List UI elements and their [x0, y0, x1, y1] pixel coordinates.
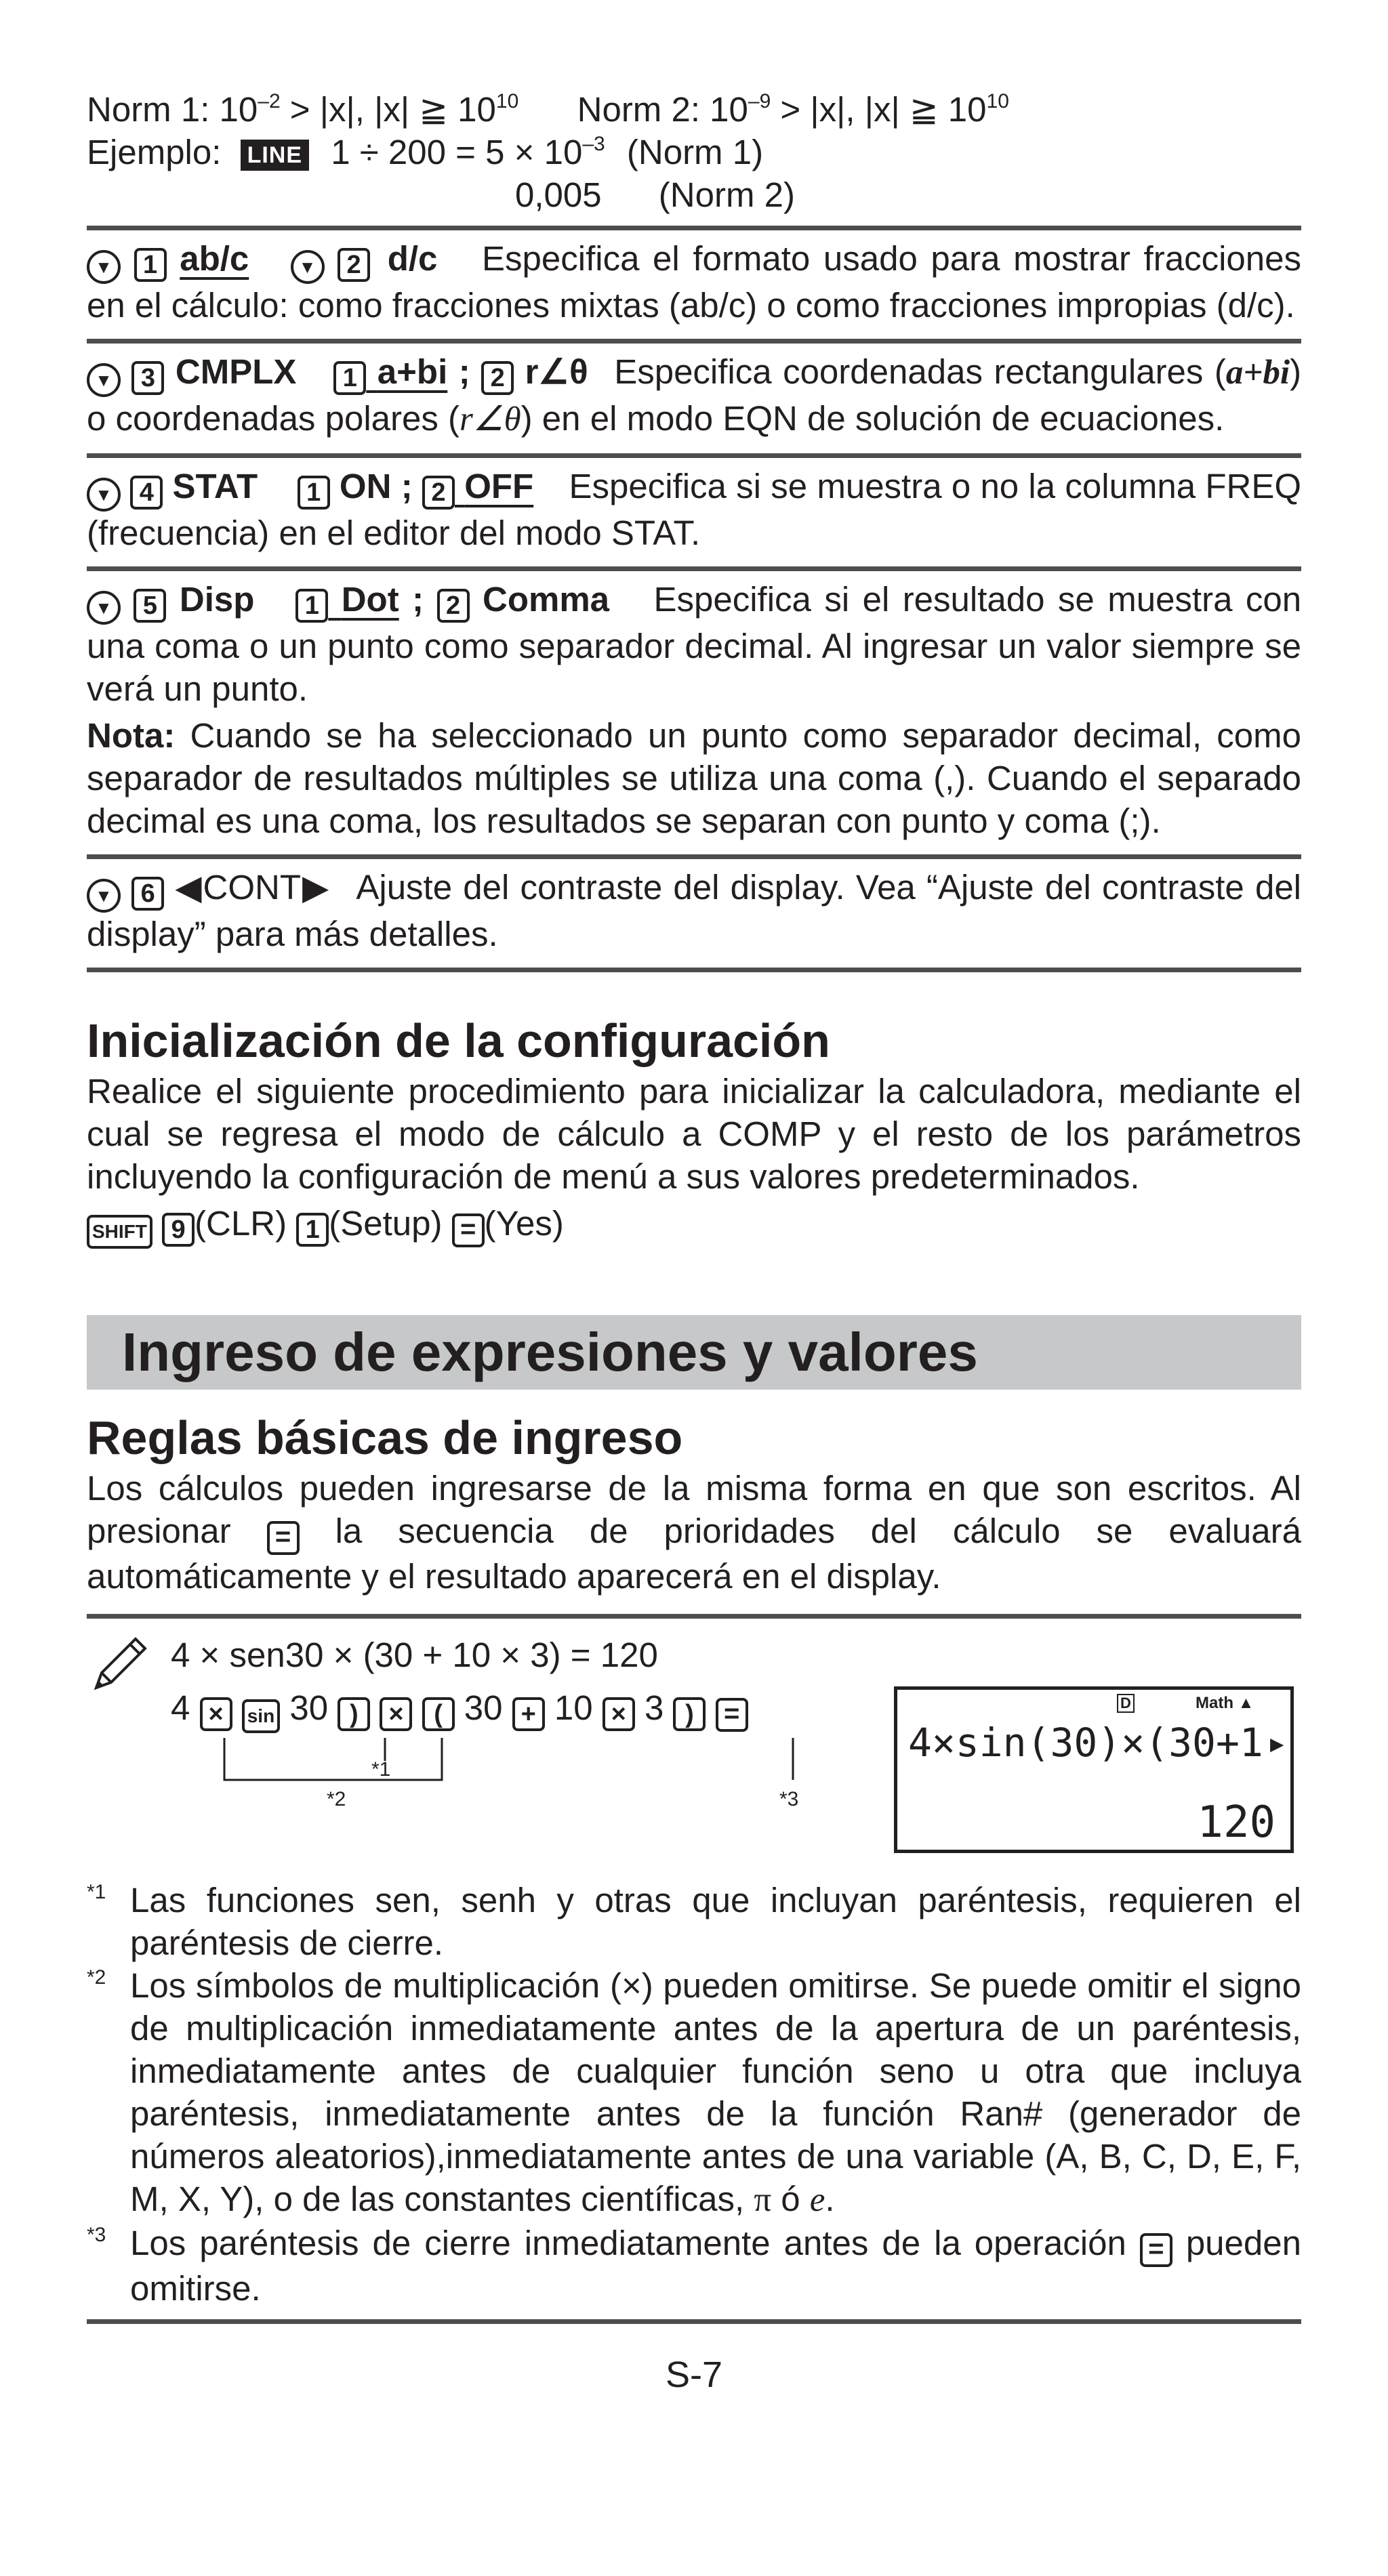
down-arrow-key-icon: ▼	[87, 250, 121, 284]
option-dc: d/c	[387, 239, 438, 278]
digits-30: 30	[464, 1688, 503, 1727]
disp-note	[87, 714, 1301, 842]
math-indicator: Math ▲	[1196, 1694, 1254, 1712]
norm1-exp: –2	[258, 90, 281, 112]
section-banner: Ingreso de expresiones y valores	[87, 1315, 1301, 1390]
key-5: 5	[134, 589, 166, 623]
down-arrow-key-icon: ▼	[87, 879, 121, 913]
digits-30: 30	[289, 1688, 329, 1727]
option-abc: ab/c	[180, 239, 249, 278]
example-line	[87, 131, 1301, 173]
rules-text-b: la secuencia de prioridades del cálculo se evaluará automáticamente y el resultado aparecerá en el display.	[87, 1512, 1302, 1596]
example-norm1: (Norm 1)	[626, 133, 764, 171]
down-arrow-key-icon: ▼	[87, 478, 121, 512]
option-polar: r∠θ	[525, 352, 588, 391]
pi-symbol: π	[754, 2181, 772, 2219]
rules-text	[87, 1467, 1301, 1598]
separator: ;	[401, 467, 413, 505]
display-expression: 4×sin(30)×(30+1	[908, 1720, 1263, 1766]
init-section	[87, 1012, 1301, 1249]
norm1-exp2: 10	[495, 90, 519, 112]
page-number: S-7	[665, 2354, 723, 2395]
norm2-exp2: 10	[986, 90, 1009, 112]
more-right-indicator: ▶	[1270, 1730, 1284, 1758]
divider	[87, 226, 1301, 230]
setting-description: ) o coordenadas polares (	[87, 352, 1302, 438]
footnote-mark: *1	[87, 1881, 106, 1903]
example-norm2: (Norm 2)	[658, 175, 795, 214]
disp-line	[87, 578, 1301, 710]
init-heading: Inicialización de la configuración	[87, 1014, 830, 1067]
page-content	[87, 88, 1301, 2396]
option-comma: Comma	[482, 580, 610, 619]
footnote-text: Los símbolos de multiplicación (×) pueden omitirse. Se puede omitir el signo de multiplicación inmediatamente antes de la apertura de un paréntesis, inmediatamente antes de cualquier función seno u otra que incluya paréntesis, inmediatamente antes de la función Ran# (generador de números aleatorios),inmediatamente antes de una variable (A, B, C, D, E, F, M, X, Y), o de las constantes científicas,	[130, 1966, 1301, 2218]
key-1: 1	[295, 589, 328, 623]
note-label: Nota:	[87, 716, 176, 755]
footnote-text: Las funciones sen, senh y otras que incluyan paréntesis, requieren el paréntesis de cierre.	[130, 1881, 1301, 1962]
rules-section	[87, 1409, 1301, 1598]
setting-description: Especifica si se muestra o no la columna FREQ (frecuencia) en el editor del modo STAT.	[87, 467, 1302, 552]
e-symbol: e	[809, 2181, 825, 2219]
option-rectangular: a+bi	[377, 352, 448, 391]
footnotes	[87, 1879, 1301, 2310]
key-2: 2	[338, 248, 370, 282]
footnote-text: ó	[771, 2180, 810, 2218]
setting-description: Ajuste del contraste del display. Vea “Ajuste del contraste del display” para más detalles.	[87, 868, 1302, 953]
right-paren-key: )	[338, 1697, 370, 1731]
note-text: Cuando se ha seleccionado un punto como separador decimal, como separador de resultados múltiples se utiliza una coma (,). Cuando el separado decimal es una coma, los resultados se separan con punto y coma (;).	[87, 716, 1301, 840]
yes-label: (Yes)	[484, 1204, 564, 1243]
stat-label: STAT	[172, 467, 258, 505]
footnote-text: .	[825, 2180, 835, 2218]
key-2: 2	[437, 589, 470, 623]
key-4: 4	[130, 476, 163, 510]
option-off: OFF	[464, 467, 534, 505]
option-dot: Dot	[341, 580, 399, 619]
down-arrow-key-icon: ▼	[87, 591, 121, 625]
norm1-cond: > |x|, |x| ≧ 10	[280, 90, 496, 129]
footnote-text: pueden omitirse.	[130, 2224, 1301, 2308]
norm2-label: Norm 2: 10	[577, 90, 748, 129]
shift-key: SHIFT	[87, 1215, 152, 1249]
example-formula: 4 × sen30 × (30 + 10 × 3) = 120	[171, 1636, 658, 1674]
key-2: 2	[422, 476, 455, 510]
clr-label: (CLR)	[195, 1204, 287, 1243]
line-mode-badge: LINE	[241, 140, 309, 171]
contrast-label: ◀CONT▶	[175, 868, 331, 907]
footnote	[87, 1879, 1301, 1964]
disp-label: Disp	[179, 580, 255, 619]
separator: ;	[458, 352, 470, 391]
key-2: 2	[481, 361, 514, 395]
divider	[87, 854, 1301, 859]
equals-key: =	[452, 1213, 485, 1247]
annotation-brackets	[87, 1619, 893, 1876]
footnote	[87, 1964, 1301, 2222]
key-1: 1	[298, 476, 330, 510]
down-arrow-key-icon: ▼	[291, 250, 325, 284]
plus-key: +	[512, 1697, 545, 1731]
setting-contrast	[87, 859, 1301, 968]
norm2-exp: –9	[748, 90, 771, 112]
setting-description: Especifica el formato usado para mostrar fracciones en el cálculo: como fracciones mixtas (ab/c) o como fracciones impropias (d/c).	[87, 239, 1301, 325]
multiply-key: ×	[380, 1697, 412, 1731]
multiply-key: ×	[603, 1697, 635, 1731]
divider	[87, 566, 1301, 571]
setting-description: ) en el modo EQN de solución de ecuaciones.	[520, 399, 1225, 438]
divider	[87, 453, 1301, 458]
init-key-sequence	[87, 1202, 1301, 1249]
option-on: ON	[339, 467, 392, 505]
setting-stat	[87, 458, 1301, 566]
divider	[87, 1614, 1301, 1619]
key-1: 1	[333, 361, 366, 395]
equals-key: =	[1140, 2233, 1172, 2267]
key-3: 3	[131, 361, 164, 395]
key-9: 9	[162, 1213, 195, 1247]
norm1-label: Norm 1: 10	[87, 90, 258, 129]
norm-section	[87, 88, 1301, 226]
footnote-mark: *2	[87, 1966, 106, 1989]
key-1: 1	[296, 1213, 329, 1247]
example-result: 0,005	[515, 175, 602, 214]
example-exp: –3	[582, 133, 605, 155]
init-text: Realice el siguiente procedimiento para inicializar la calculadora, mediante el cual se regresa el modo de cálculo a COMP y el resto de los parámetros incluyendo la configuración de menú a sus valores predeterminados.	[87, 1072, 1301, 1196]
divider	[87, 2319, 1301, 2324]
example-expression: 1 ÷ 200 = 5 × 10	[331, 133, 583, 171]
rules-heading: Reglas básicas de ingreso	[87, 1411, 683, 1464]
marker-3: *3	[779, 1788, 799, 1810]
example-result-line	[87, 173, 1301, 216]
separator: ;	[412, 580, 424, 619]
digit-4: 4	[171, 1688, 190, 1727]
down-arrow-key-icon: ▼	[87, 363, 121, 397]
sin-key: sin	[242, 1699, 280, 1733]
marker-1: *1	[371, 1758, 391, 1781]
polar-notation: r∠θ	[460, 400, 521, 438]
footnote-text: Los paréntesis de cierre inmediatamente antes de la operación	[130, 2224, 1126, 2262]
divider	[87, 339, 1301, 344]
setting-description: Especifica si el resultado se muestra con una coma o un punto como separador decimal. Al ingresar un valor siempre se verá un punto.	[87, 580, 1302, 708]
example-block	[87, 1619, 1301, 1876]
key-1: 1	[134, 248, 167, 282]
equals-key: =	[716, 1698, 748, 1732]
left-paren-key: (	[422, 1697, 455, 1731]
divider	[87, 968, 1301, 972]
degree-indicator: D	[1117, 1694, 1135, 1713]
digit-3: 3	[644, 1688, 664, 1727]
footnote	[87, 2222, 1301, 2310]
setting-cmplx	[87, 344, 1301, 453]
multiply-key: ×	[200, 1697, 232, 1731]
marker-2: *2	[327, 1788, 346, 1810]
setting-disp	[87, 571, 1301, 854]
setting-description: Especifica coordenadas rectangulares (	[614, 352, 1226, 391]
cmplx-label: CMPLX	[175, 352, 297, 391]
key-6: 6	[131, 877, 164, 911]
example-label: Ejemplo:	[87, 133, 222, 171]
right-paren-key: )	[673, 1697, 706, 1731]
norm2-cond: > |x|, |x| ≧ 10	[771, 90, 987, 129]
setup-label: (Setup)	[329, 1204, 443, 1243]
setting-fraction-format	[87, 230, 1301, 339]
digits-10: 10	[554, 1688, 593, 1727]
equals-key: =	[267, 1521, 300, 1555]
calculator-display	[894, 1686, 1294, 1853]
display-result: 120	[1197, 1798, 1275, 1848]
rect-notation: a+bi	[1225, 354, 1290, 392]
footnote-mark: *3	[87, 2224, 106, 2246]
norm-line	[87, 88, 1301, 131]
rules-text-a: Los cálculos pueden ingresarse de la misma forma en que son escritos. Al presionar	[87, 1469, 1301, 1550]
